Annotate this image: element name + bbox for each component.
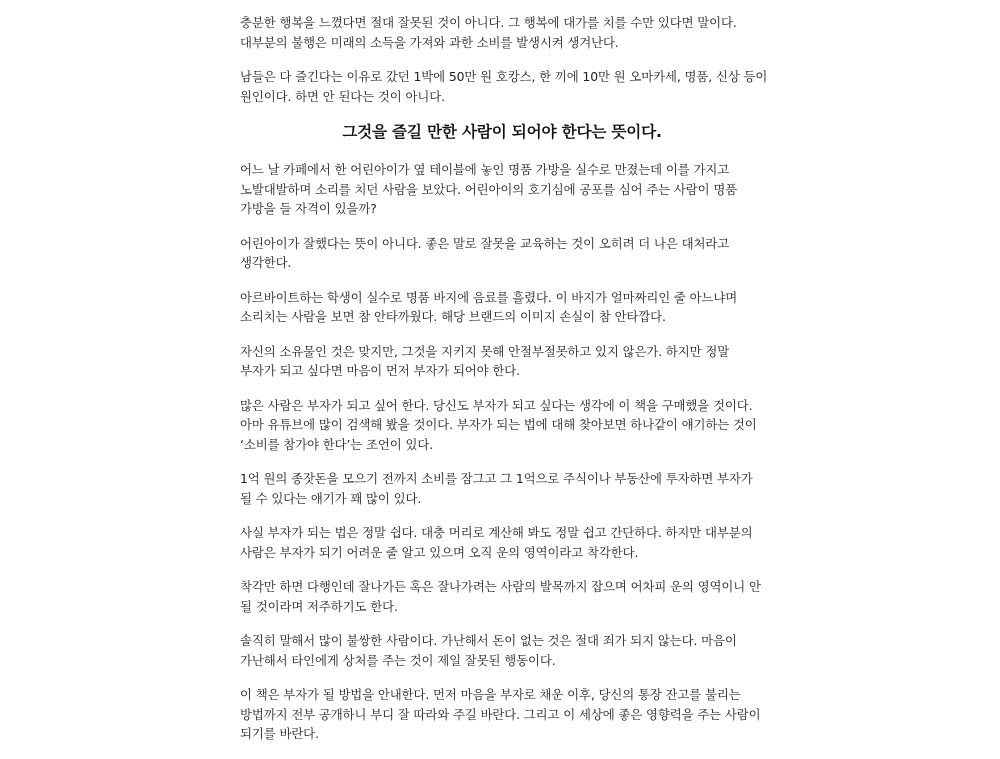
- paragraph: 솔직히 말해서 많이 불쌍한 사람이다. 가난해서 돈이 없는 것은 절대 죄가 되지 않는다. 마음이 가난해서 타인에게 상처를 주는 것이 제일 잘못된 행동이다.: [240, 633, 737, 668]
- paragraph: 아르바이트하는 학생이 실수로 명품 바지에 음료를 흘렸다. 이 바지가 얼마짜리인 줄 아느냐며 소리치는 사람을 보면 참 안타까웠다. 해당 브랜드의 이미지 손실이 참 안타깝다.: [240, 289, 738, 324]
- paragraph: 이 책은 부자가 될 방법을 안내한다. 먼저 마음을 부자로 채운 이후, 당신의 통장 잔고를 불리는 방법까지 전부 공개하니 부디 잘 따라와 주길 바란다. 그리고 이 세상에 좋은 영향력을 주는 사람이 되기를 바란다.: [240, 687, 761, 741]
- paragraph: 1억 원의 종잣돈을 모으기 전까지 소비를 잠그고 그 1억으로 주식이나 부동산에 투자하면 부자가 될 수 있다는 얘기가 꽤 많이 있다.: [240, 471, 753, 506]
- paragraph: 많은 사람은 부자가 되고 싶어 한다. 당신도 부자가 되고 싶다는 생각에 이 책을 구매했을 것이다. 아마 유튜브에 많이 검색해 봤을 것이다. 부자가 되는 법에 대해 찾아보면 하나같이 얘기하는 것이 ‘소비를 참가야 한다’는 조언이 있다.: [240, 397, 757, 452]
- paragraph: 자신의 소유물인 것은 맞지만, 그것을 지키지 못해 안절부절못하고 있지 않은가. 하지만 정말 부자가 되고 싶다면 마음이 먼저 부자가 되어야 한다.: [240, 343, 730, 378]
- paragraph: 충분한 행복을 느꼈다면 절대 잘못된 것이 아니다. 그 행복에 대가를 치를 수만 있다면 말이다. 대부분의 불행은 미래의 소득을 가져와 과한 소비를 발생시켜 생겨난다.: [240, 15, 737, 50]
- paragraph: 어린아이가 잘했다는 뜻이 아니다. 좋은 말로 잘못을 교육하는 것이 오히려 더 나은 대처라고 생각한다.: [240, 235, 730, 270]
- paragraph: 착각만 하면 다행인데 잘나가든 혹은 잘나가려는 사람의 발목까지 잡으며 어차피 운의 영역이니 안 될 것이라며 저주하기도 한다.: [240, 579, 761, 614]
- paragraph: 어느 날 카페에서 한 어린아이가 옆 테이블에 놓인 명품 가방을 실수로 만졌는데 이를 가지고 노발대발하며 소리를 치던 사람을 보았다. 어린아이의 호기심에 공포를 심어 주는 사람이 명품 가방을 들 자격이 있을까?: [240, 162, 738, 216]
- paragraph: 사실 부자가 되는 법은 정말 쉽다. 대충 머리로 계산해 봐도 정말 쉽고 간단하다. 하지만 대부분의 사람은 부자가 되기 어려운 줄 알고 있으며 오직 운의 영역이라고 착각한다.: [240, 525, 753, 560]
- document-body: [236, 13, 768, 759]
- paragraph: 남들은 다 즐긴다는 이유로 갔던 1박에 50만 원 호캉스, 한 끼에 10만 원 오마카세, 명품, 신상 등이 원인이다. 하면 안 된다는 것이 아니다.: [240, 69, 768, 104]
- section-heading: 그것을 즐길 만한 사람이 되어야 한다는 뜻이다.: [342, 123, 662, 141]
